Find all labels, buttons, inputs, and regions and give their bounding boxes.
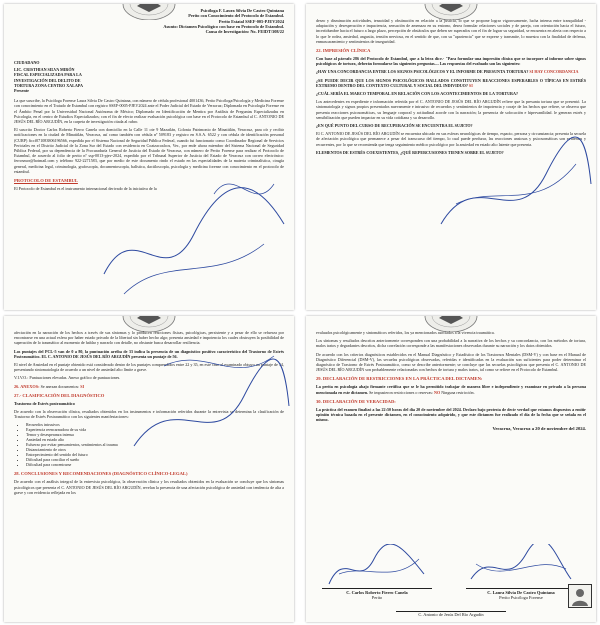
paragraph (316, 384, 586, 394)
header-line: Asunto: Dictamen Psicológico con base en Protocolo de Estambul. (163, 23, 284, 29)
paragraph: V.I.V.O.: Puntuaciones elevadas. Anexo gráfico de puntuaciones. (14, 375, 121, 381)
signatory-name: C. Laura Silvia De Castro Quintana (487, 590, 555, 595)
addressee-line: LIC. CRISTHIAN SILVA MIRÓN (14, 67, 75, 73)
restriction-text: La perita en psicología abajo firmante certifica que se le ha permitido trabajar de manera libre e independiente y examinar en privado a la persona mencionada en este dictamen. (316, 384, 586, 395)
signature-left-icon (324, 544, 434, 594)
list-item: • Esfuerzo por evitar pensamientos, sentimientos al trauma (26, 442, 284, 447)
paragraph: afectación en la narración de los hechos a través de sus síntomas y lo producen reacciones físicas, psicológicas, persistente y a pesar de ello se refuerza por encontrarse en una actual esfera por haber estado privado de la libertad sin haber hecho algo; presenta ansiedad e impotencia los cuales obstruyen la posibilidad de superación de lo traumático al momento de hablar y narrarlo con detalle, no obstante busca desarrollar resiliencia. (14, 330, 284, 346)
document-page-3 (4, 316, 294, 622)
answer-text: SI (80, 383, 85, 389)
portrait-icon (569, 585, 591, 607)
list-item: • Experiencia reencarnadora de su vida (26, 427, 284, 432)
section-heading: PROTOCOLO DE ESTAMBUL (14, 178, 78, 184)
list-item: • Recuerdos intrusivos (26, 422, 284, 427)
question (316, 69, 586, 74)
section-heading: 26. ANEXOS: (14, 383, 40, 389)
signature-line (466, 588, 576, 589)
header-line: Causa de Investigación: No. FEIDT/308/22 (205, 29, 284, 35)
section-heading: 22. IMPRESIÓN CLÍNICA (316, 48, 371, 54)
signing-date: Veracruz, Veracruz a 20 de noviembre del 2024. (492, 426, 586, 432)
photo-stamp (568, 584, 592, 608)
paragraph: El suscrito Doctor Carlos Roberto Fierro Canela con domicilio en la Calle 11 ote 9 Mazatlán, Colonia Patrimonio de Minatitlán, Veracruz, para oír y recibir notificaciones en la ciudad de Minatitlán, Veracruz, así como también con cédula nº 509183 y registro en S.S.A. 6522 y con cédula de identificación personal (CURP) ficcf071083806196566, expedida por el Sistema Nacional de Seguridad Pública Federal, cuando fui funcionario como Coordinador Regional de Servicios Periciales en el Distrito Judicial de la Zona Sur del Estado con residencia en Coatzacoalcos, Ver., por ende ahora miembro del Sistema Nacional de Seguridad Pública Federal, por su dependencia de la Procuraduría General de Justicia del Estado de Veracruz, con número de Perito Forense para realizar el Protocolo de Estambul, de acuerdo al folio de perito nº ssp-0013-pjev-2024, expedido por el Tribunal Superior de Justicia del Estado de Veracruz con correo electrónico: ferrosmor@hotmail.com y teléfono 922-2271583, que por medio de este documento rindo el estado en las especialidades de la materia criminalística, cirugía general, medicina legal, criminología, grafoscopía, documentoscopía, balística, dactiloscopía, psicología y medicina forense con conocimiento en el protocolo de estambul. (14, 127, 284, 174)
annex-line (14, 384, 284, 389)
paragraph: El Protocolo de Estambul es el instrumento internacional derivado de la iniciativa de la (14, 186, 157, 192)
paragraph: De acuerdo con los criterios diagnósticos establecidos en el Manual Diagnóstico y Estadístico de los Trastornos Mentales (DSM-V) y con base en el Manual de Diagnóstico Diferencial (DSM-V), las secuelas psicológicas observadas, referidas e identificadas en la evaluación son suficientes para poder determinar el diagnóstico de Trastorno de Estrés Postraumático, como se describe anteriormente; se concluye que las secuelas psicológicas que presenta el C. ANTONIO DE JESÚS DEL RÍO ARGUDÍN son probablemente relacionadas con hechos de tortura y malos tratos, tal como se refiere en el Protocolo de Estambul. (316, 351, 586, 373)
addressee-line: Presente (14, 88, 29, 94)
restriction-question: Se impusieron restricciones o reservas: (369, 389, 433, 395)
paragraph: La práctica del examen finalizó a las 22:50 horas del día 20 de noviembre del 2024. Declaro bajo protesta de decir verdad que estamos dispuestos a emitir opinión técnica basada en el presente dictamen, en el conocimiento adquirido, y que este dictamen fue realizado el día de la fecha que se señala en el mismo. (316, 406, 586, 423)
signature-line (322, 588, 432, 589)
addressee-line: INVESTIGACIÓN DEL DELITO DE (14, 77, 81, 83)
addressee-line: FISCAL ESPECIALIZADA PARA LA (14, 72, 82, 78)
paragraph: Con base al párrafo 286 del Protocolo de Estambul, que a la letra dice.- "Para formular una impresión clínica que se incorpore al informe sobre signos psicológicos de tortura, deberán formularse las siguientes preguntas.... Las respuestas del evaluado son las siguientes: (316, 56, 586, 67)
document-page-2 (306, 4, 596, 310)
section-heading: 30. DECLARACIÓN DE VERACIDAD: (316, 398, 396, 404)
section-heading: 29. DECLARACIÓN DE RESTRICCIONES EN LA PRÁCTICA DEL DICTAMEN: (316, 376, 483, 382)
signatory-name: C. Carlos Roberto Fierro Canela (346, 590, 408, 595)
document-page-1 (4, 4, 294, 310)
symptom-list (26, 422, 284, 467)
list-item: • Ansiedad en estado alto (26, 437, 284, 442)
signatory-block (460, 590, 582, 601)
paragraph: Los puntajes del PCL-5 van de 0 a 80, la puntuación arriba de 33 indica la presencia de un diagnóstico positivo característico del Trastorno de Estrés Postraumático. EL C. ANTONIO DE JESÚS DEL RÍO ARGUDÍN presenta un puntaje de 56. (14, 348, 284, 359)
answer-text: SI (468, 82, 473, 88)
signatory-block (316, 590, 438, 601)
section-heading: 27.- CLASIFICACIÓN DEL DIAGNÓSTICO (14, 392, 105, 398)
paragraph: evaluados psicológicamente y sintomáticos referidos, los ya mencionados asociados a la vivencia traumática. (316, 330, 495, 335)
document-header (144, 8, 284, 34)
list-item: • Temor y desesperanza intensa (26, 432, 284, 437)
paragraph: Los síntomas y resultados descritos anteriormente corresponden con una probabilidad a la narrativa de los hechos y su concordancia, con los métodos de tortura, malos tratos y degradantes descritos, dicha correlación corresponde a las manifestaciones observadas durante su narración y los datos obtenidos. (316, 338, 586, 349)
answer-text: NO (434, 389, 441, 395)
paragraph: De acuerdo con el análisis integral de la entrevista psicológica, la observación clínica y los resultados obtenidos en la evaluación se concluye que los síntomas psicológicos que presenta el C. ANTONIO DE JESÚS DEL RÍO ARGUDÍN, revelan la presencia de una afectación psicológica de ansiedad con tendencia de alta a grave y con evidencia reflejada en los (14, 479, 284, 495)
question-text: ¿SE PUEDE DECIR QUE LOS SIGNOS PSICOLÓGICOS HALLADOS CONSTITUYEN REACCIONES ESPERABLES O TÍPICAS EN ESTRÉS EXTREMO DENTRO DEL CONTEXTO CULTURAL Y SOCIAL DEL INDIVIDUO? (316, 77, 586, 88)
signatory-title: Perito (371, 595, 383, 601)
paragraph: De acuerdo con la observación clínica, resultados obtenidos en los instrumentos e información referidos durante la entrevista se determina la clasificación de Trastorno de Estrés Postraumático con los siguientes manifestaciones: (14, 409, 284, 420)
signature-right-icon (466, 544, 576, 594)
paragraph: La que suscribe, la Psicóloga Forense Laura Silvia De Castro Quintana, con número de cédula profesional 4001436, Perito Psicóloga/Psicología y Medicina Forense con conocimiento en el Tratado de Estambul con registro SSEF-0005-PJEV2024 ante el Poder Judicial del Estado de Veracruz; Diplomada en Psicología Forense en el Ámbito Penal por la Universidad Nacional Autónoma de México; Diplomado en Identificación de Mentira por Análisis de Preguntas Especializadas en Psicología, en el centro de Estudios Especializados; con el fin de efecto realizar evaluación psicológica con base en el Protocolo de Estambul al C. ANTONIO DE JESÚS DEL RÍO ARGUDÍN, en la carpeta de investigación citada al rubro. (14, 98, 284, 125)
paragraph: El nivel de Ansiedad en el puntaje obtenido está considerado dentro de los puntajes comprendidos entre 22 y 35, en este caso el examinado obtuvo un puntaje de 34, presentando sintomatología de acuerdo a un nivel de ansiedad alto límite a grave. (14, 362, 284, 373)
signatory-name: C. Antonio de Jesús Del Río Argudín (418, 612, 484, 617)
question-text: ¿HAY UNA CONCORDANCIA ENTRE LOS SIGNOS PSICOLÓGICOS Y EL INFORME DE PRESUNTA TORTURA? (316, 69, 529, 75)
answer-text: SI HAY CONCORDANCIA (529, 69, 579, 75)
header-line: Psicóloga F. Laura Silvia De Castro Quintana (200, 8, 284, 13)
document-page-4 (306, 316, 596, 622)
question-text: ELEMENTOS DE ESTRÉS COEXISTENTES, ¿QUÉ REPERCUSIONES TIENEN SOBRE EL SUJETO? (316, 149, 504, 155)
restriction-note: Ninguna restricción. (441, 389, 475, 395)
list-item: • Distanciamiento de otros (26, 447, 284, 452)
paragraph: El C. ANTONIO DE JESÚS DEL RÍO ARGUDÍN se encuentra ubicado en sus esferas neurológicas de tiempo, espacio, persona y circunstancia; presenta la secuela de afectación psicológica que permanece a pesar del transcurso del tiempo, lo cual puede perdurar, las reacciones ansiosas y psicosomáticas son evidentes y recurrentes, por lo que se recomienda que tenga seguimiento médico psicológico por la ansiedad en estado alto latente que presenta. (316, 131, 586, 147)
diagnosis-title: Trastorno de Estrés postraumático (14, 400, 75, 406)
annex-text: Se anexan documentos: (40, 383, 80, 389)
paragraph: deseo y disminución actividades, tenacidad y obstinación en relación a la justicia, lo que se propone lograr vigorosamente, lucha intensa entre tranquilidad - adaptación y desesperación e impaciencia, sensación de amenaza en su entorno, desea formular relaciones sociales y de pareja, con orientación hacia el futuro, incertidumbre hacia el futuro a largo plazo, percepción de obstáculos que deben ser superados con el fin de lograr su seguridad, se encuentra en alerta con respecto a lo que le rodea, ansiedad, angustia, tensión nerviosa, en el sentido de que, con su "apariencia" que se exprese y transmite, lo muestra con la finalidad de defensa, enmascaramiento y sentimientos de inseguridad. (316, 18, 586, 44)
paragraph: Los antecedentes en expediente e información referida por el C. ANTONIO DE JESÚS DEL RÍO ARGUDÍN refiere que la presunta tortura que se presentó. La sintomatología y signos propios presentados nuevamente e intrusivo de recuerdos y sentimientos de impotencia y coraje de los hechos que refiere, se observa que presenta reacciones psicosomáticas, su lenguaje corporal y actitudinal acorde con la narración; la presencia de sofocación e hipervanilidad. le generan estrés y sensibilización que pueden impactar en su vida cotidiana y su desarrollo. (316, 99, 586, 120)
list-item: • Dificultad para conciliar el sueño (26, 457, 284, 462)
list-item: • Dificultad para concentrarse (26, 462, 284, 467)
question (316, 78, 586, 88)
list-item: • Entorpecimiento del sentido del futuro (26, 452, 284, 457)
header-line: Perito con Conocimiento del Protocolo de Estambul. (188, 13, 284, 19)
salutation: CIUDADANO (14, 60, 40, 65)
section-heading: 28. CONCLUSIONES Y RECOMENDACIONES (DIAGNÓSTICO CLÍNICO-LEGAL) (14, 471, 188, 477)
question-text: ¿CUÁL SERÍA EL MARCO TEMPORAL EN RELACIÓN CON LOS ACONTECIMIENTOS DE LA TORTURA? (316, 91, 519, 97)
question-text: ¿EN QUÉ PUNTO DEL CURSO DE RECUPERACIÓN SE ENCUENTRA EL SUJETO? (316, 123, 473, 129)
addressee-line: TORTURA ZONA CENTRO XALAPA (14, 82, 83, 88)
header-line: Perito Estatal SSEF-005-PJEV2024 (218, 18, 284, 24)
signatory-title: Perito Psicóloga Forense (499, 595, 543, 601)
